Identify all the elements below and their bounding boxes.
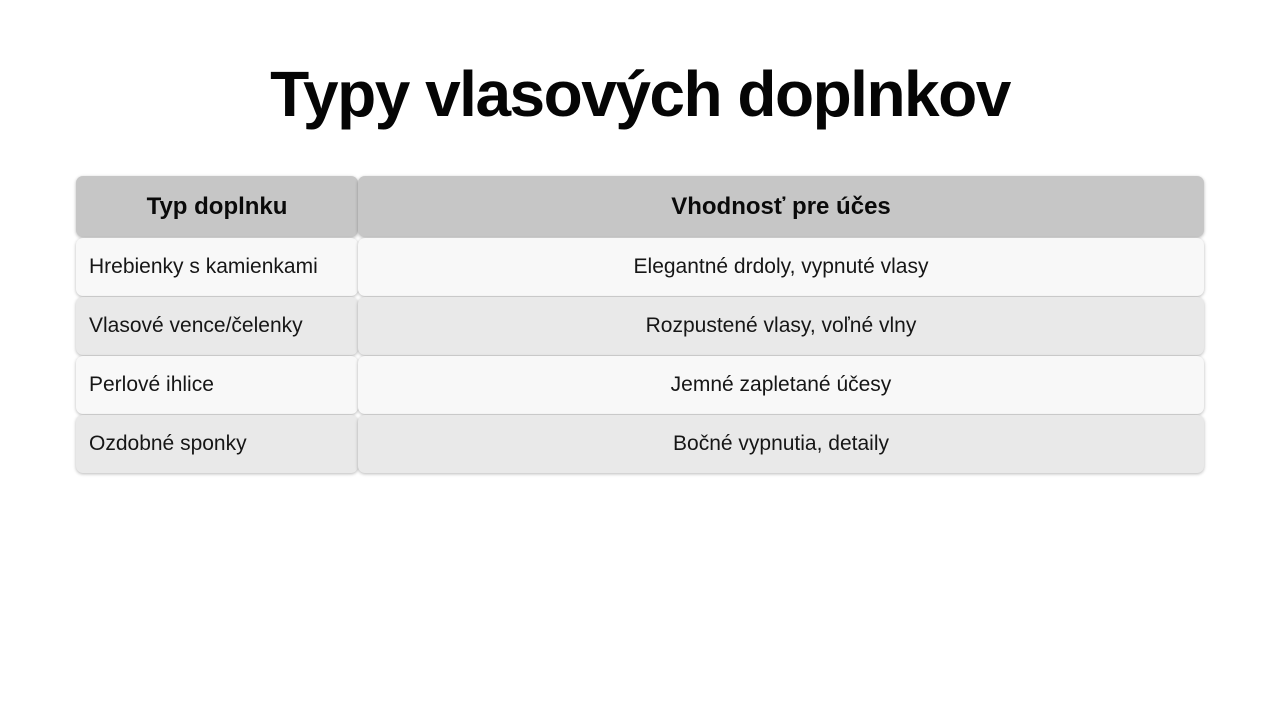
- table-row: [76, 356, 1204, 414]
- table-row: [76, 415, 1204, 473]
- table-cell-suitability: Rozpustené vlasy, voľné vlny: [358, 297, 1204, 355]
- table-row: [76, 238, 1204, 296]
- accessories-table: [76, 176, 1204, 474]
- column-header-suitability: Vhodnosť pre účes: [358, 176, 1204, 237]
- table-cell-type: Ozdobné sponky: [76, 415, 358, 473]
- table-row: [76, 297, 1204, 355]
- table-cell-type: Vlasové vence/čelenky: [76, 297, 358, 355]
- table-cell-type: Hrebienky s kamienkami: [76, 238, 358, 296]
- table-cell-suitability: Bočné vypnutia, detaily: [358, 415, 1204, 473]
- column-header-type: Typ doplnku: [76, 176, 358, 237]
- table-header-row: [76, 176, 1204, 237]
- table-cell-suitability: Jemné zapletané účesy: [358, 356, 1204, 414]
- page-title: Typy vlasových doplnkov: [270, 58, 1010, 130]
- table-cell-type: Perlové ihlice: [76, 356, 358, 414]
- table-cell-suitability: Elegantné drdoly, vypnuté vlasy: [358, 238, 1204, 296]
